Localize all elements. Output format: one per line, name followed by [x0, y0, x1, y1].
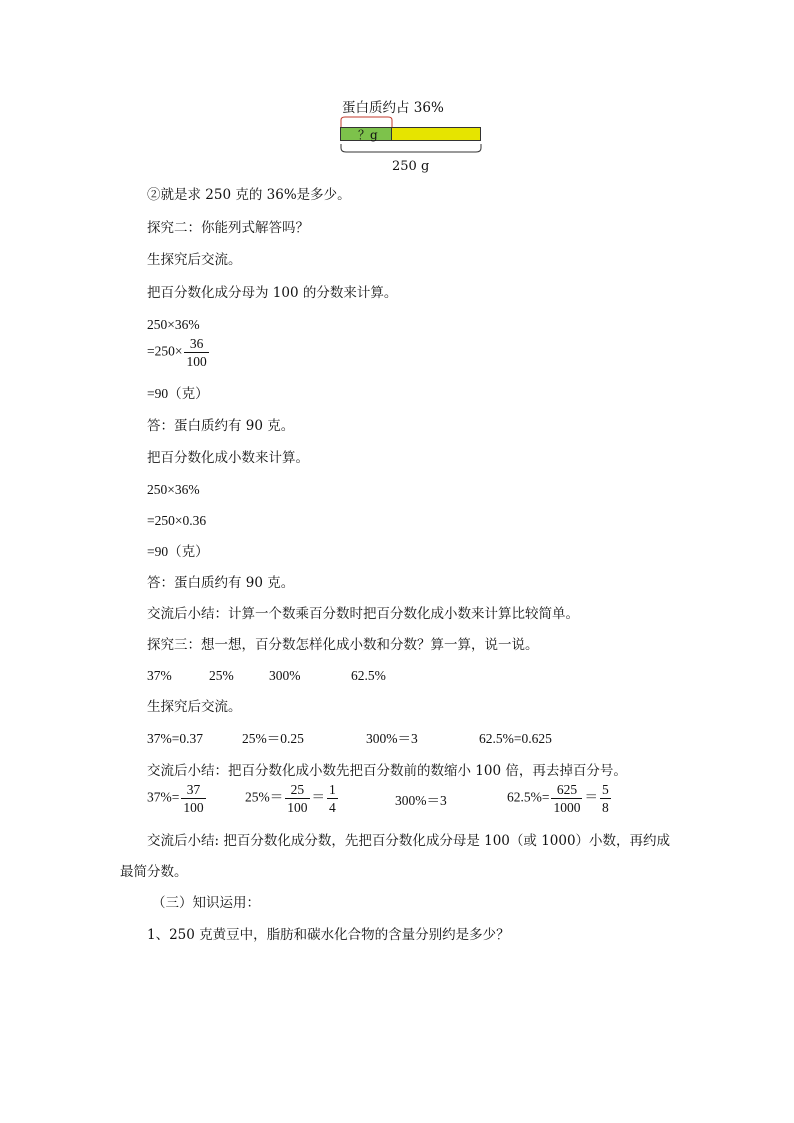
conversion-62-5	[507, 781, 613, 816]
fraction	[600, 781, 611, 816]
conversion-item: 62.5%=0.625	[479, 731, 552, 746]
equals-sign: ＝	[311, 789, 325, 805]
protein-segment	[341, 128, 392, 140]
equation-line: 250×36%	[147, 482, 200, 497]
equation-line: =90（克）	[147, 386, 209, 401]
conversion-item: 25%＝0.25	[242, 731, 304, 746]
denominator: 100	[186, 354, 207, 369]
answer-line: 答：蛋白质约有 90 克。	[147, 575, 295, 591]
summary-line: 交流后小结：计算一个数乘百分数时把百分数化成小数来计算比较简单。	[147, 606, 579, 622]
fraction	[285, 781, 309, 816]
section-heading: （三）知识运用：	[152, 895, 260, 911]
text-line: 生探究后交流。	[147, 252, 242, 268]
denominator: 8	[601, 800, 609, 815]
summary-line: 交流后小结：把百分数化成小数先把百分数前的数缩小 100 倍，再去掉百分号。	[147, 763, 627, 779]
total-label: 250 g	[392, 159, 430, 174]
equation-line: 250×36%	[147, 317, 200, 332]
total-bar	[340, 127, 481, 141]
fraction	[184, 335, 208, 370]
fraction	[181, 781, 205, 816]
summary-line: 交流后小结: 把百分数化成分数，先把百分数化成分母是 100（或 1000）小数，再约成	[147, 833, 671, 849]
numerator: 36	[189, 336, 204, 351]
conversion-prefix: 62.5%=	[507, 789, 550, 805]
conversion-item: 37%=0.37	[147, 731, 203, 746]
question-line: 1、250 克黄豆中，脂肪和碳水化合物的含量分别约是多少？	[147, 927, 510, 943]
equals-sign: ＝	[584, 789, 598, 805]
text-line: 探究三：想一想，百分数怎样化成小数和分数？算一算，说一说。	[147, 637, 539, 653]
text-line: 把百分数化成小数来计算。	[147, 450, 309, 466]
equation-line-fraction	[147, 335, 211, 370]
percent-item: 62.5%	[351, 668, 386, 683]
numerator: 5	[601, 782, 609, 797]
equation-prefix: =250×	[147, 343, 183, 359]
percent-item: 37%	[147, 668, 172, 683]
conversion-prefix: 25%＝	[245, 789, 284, 805]
denominator: 100	[287, 800, 308, 815]
numerator: 1	[329, 782, 336, 797]
denominator: 4	[329, 800, 336, 815]
answer-line: 答：蛋白质约有 90 克。	[147, 418, 295, 434]
conversion-25	[245, 781, 340, 816]
numerator: 25	[290, 782, 305, 797]
diagram-caption: 蛋白质约占 36%	[342, 100, 444, 116]
denominator: 1000	[553, 800, 581, 815]
numerator: 37	[186, 782, 201, 797]
text-line: 把百分数化成分母为 100 的分数来计算。	[147, 285, 398, 301]
text-line: 生探究后交流。	[147, 699, 242, 715]
bottom-brace	[336, 143, 486, 157]
numerator: 625	[556, 782, 578, 797]
text-line: 探究二：你能列式解答吗？	[147, 220, 309, 236]
fraction	[551, 781, 582, 816]
percent-item: 300%	[269, 668, 301, 683]
unknown-grams-label: ？g	[358, 128, 378, 142]
conversion-item: 300%＝3	[366, 731, 418, 746]
protein-bar-diagram	[336, 96, 486, 176]
conversion-prefix: 37%=	[147, 789, 180, 805]
conversion-300: 300%＝3	[395, 793, 447, 808]
text-line: ②就是求 250 克的 36%是多少。	[147, 187, 351, 203]
summary-line-continued: 最简分数。	[120, 864, 188, 880]
equation-line: =250×0.36	[147, 513, 207, 528]
equation-line: =90（克）	[147, 544, 209, 559]
fraction	[327, 781, 338, 816]
denominator: 100	[183, 800, 204, 815]
conversion-37	[147, 781, 208, 816]
percent-item: 25%	[209, 668, 234, 683]
